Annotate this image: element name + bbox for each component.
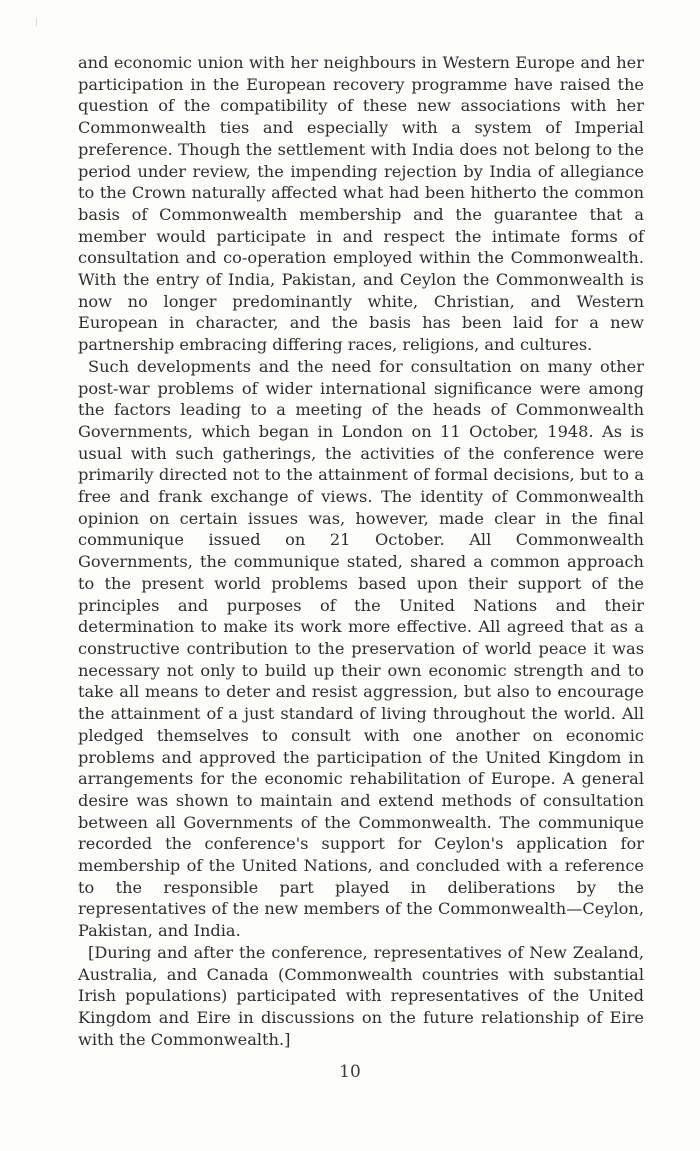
paragraph-continuation: and economic union with her neighbours in Western Europe and her participation in the European recovery programme have raised the question of the compatibility of these new associations with her Commonwealth ties and especially with a system of Imperial preference. Though the settlement with India does not belong to the period under review, the impending rejection by India of allegiance to the Crown naturally affected what had been hitherto the common basis of Commonwealth membership and the guarantee that a member would participate in and respect the intimate forms of consultation and co-operation employed within the Commonwealth. With the entry of India, Pakistan, and Ceylon the Commonwealth is now no longer predominantly white, Christian, and Western European in character, and the basis has been laid for a new partnership embracing differing races, religions, and cultures. xyxy=(78,53,644,355)
paragraph-conference: Such developments and the need for consultation on many other post-war problems of wider international significance were among the factors leading to a meeting of the heads of Commonwealth Governments, which began in London on 11 October, 1948. As is usual with such gatherings, the activities of the conference were primarily directed not to the attainment of formal decisions, but to a free and frank exchange of views. The identity of Commonwealth opinion on certain issues was, however, made clear in the final communique issued on 21 October. All Commonwealth Governments, the communique stated, shared a common approach to the present world problems based upon their support of the principles and purposes of the United Nations and their determination to make its work more effective. All agreed that as a constructive contribution to the preservation of world peace it was necessary not only to build up their own economic strength and to take all means to deter and resist aggression, but also to encourage the attainment of a just standard of living throughout the world. All pledged themselves to consult with one another on economic problems and approved the participation of the United Kingdom in arrangements for the economic rehabilitation of Europe. A general desire was shown to maintain and extend methods of consultation between all Governments of the Commonwealth. The communique recorded the conference's support for Ceylon's application for membership of the United Nations, and concluded with a reference to the responsible part played in deliberations by the representatives of the new members of the Commonwealth—Ceylon, Pakistan, and India. xyxy=(78,356,644,941)
body-text xyxy=(78,52,644,1050)
margin-mark xyxy=(36,18,37,26)
page-number: 10 xyxy=(339,1062,361,1082)
paragraph-eire-note: [During and after the conference, representatives of New Zealand, Australia, and Canada (Commonwealth countries with substantial Irish populations) participated with representatives of the United Kingdom and Eire in discussions on the future relationship of Eire with the Commonwealth.] xyxy=(78,942,644,1049)
